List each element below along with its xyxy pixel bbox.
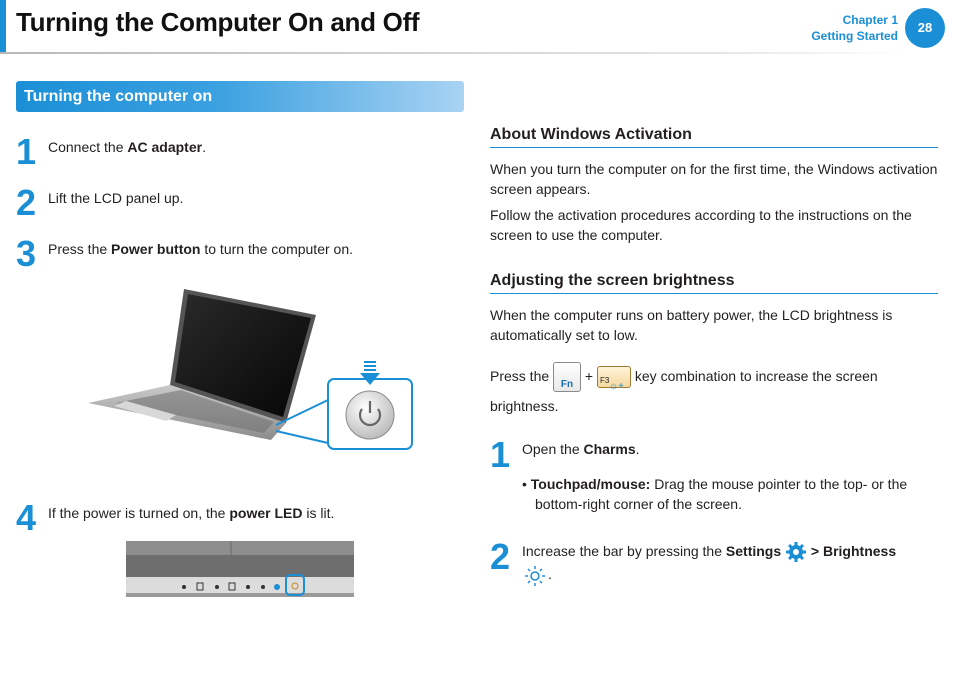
bullet-glyph: • — [522, 476, 531, 492]
status-led-icon — [126, 541, 356, 601]
chapter-name-label: Getting Started — [811, 29, 898, 43]
activation-paragraph-1: When you turn the computer on for the first time, the Windows activation screen appears. — [490, 161, 938, 197]
brightness-up-symbol: ☼+ — [609, 381, 625, 393]
press-pre-text: Press the — [490, 368, 550, 384]
step-2-pre: Lift the LCD panel up. — [48, 190, 184, 206]
fn-key-label: Fn — [560, 379, 574, 391]
chapter-number-label: Chapter 1 — [842, 13, 898, 27]
f3-key-label: F3 — [600, 376, 610, 386]
brightness-end-period: . — [548, 566, 552, 583]
brightness-step-1-post: . — [635, 441, 640, 457]
plus-sign: + — [584, 368, 594, 384]
step-number-4: 4 — [16, 497, 37, 538]
brightness-step-1-pre: Open the — [522, 441, 584, 457]
laptop-icon — [86, 285, 416, 455]
activation-paragraph-2: Follow the activation procedures according to the instructions on the screen to use the computer. — [490, 207, 912, 243]
section-title-banner: Turning the computer on — [16, 81, 464, 112]
header-accent-bar — [0, 0, 6, 52]
step-number-2: 2 — [16, 182, 37, 223]
chapter-label — [811, 12, 898, 44]
f3-brightness-key-icon — [597, 366, 631, 393]
step-4-bold: power LED — [229, 505, 303, 521]
brightness-paragraph-1: When the computer runs on battery power, the LCD brightness is automatically set to low. — [490, 307, 893, 343]
header-rule — [0, 52, 905, 54]
step-number-3: 3 — [16, 233, 37, 274]
brightness-step-2-pre: Increase the bar by pressing the — [522, 543, 726, 559]
step-number-1: 1 — [16, 131, 37, 172]
brightness-bold: > Brightness — [807, 543, 897, 559]
step-3-bold: Power button — [111, 241, 201, 257]
laptop-power-button-illustration — [86, 285, 416, 455]
settings-gear-icon — [785, 541, 807, 563]
brightness-step-text-1 — [522, 439, 932, 459]
touchpad-bullet — [522, 474, 932, 514]
brightness-heading: Adjusting the screen brightness — [490, 272, 938, 294]
step-1-post: . — [202, 139, 206, 155]
activation-heading: About Windows Activation — [490, 126, 938, 148]
step-4-post: is lit. — [302, 505, 335, 521]
brightness-key-combination — [490, 362, 938, 420]
step-4-pre: If the power is turned on, the — [48, 505, 230, 521]
step-text-1 — [48, 137, 448, 157]
power-led-illustration — [126, 541, 356, 601]
charms-bold: Charms — [583, 441, 636, 457]
step-text-4 — [48, 503, 448, 523]
touchpad-mouse-bold: Touchpad/mouse: — [530, 476, 651, 492]
brightness-sun-icon — [522, 565, 548, 587]
settings-bold: Settings — [725, 543, 782, 559]
press-post-text: key combination to increase the screen brightness. — [490, 368, 878, 415]
fn-key-icon — [553, 362, 581, 392]
step-text-3 — [48, 239, 448, 259]
page-number-badge: 28 — [905, 8, 945, 48]
step-3-pre: Press the — [48, 241, 112, 257]
step-1-pre: Connect the — [48, 139, 128, 155]
step-3-post: to turn the computer on. — [200, 241, 353, 257]
brightness-step-number-2: 2 — [490, 536, 511, 577]
brightness-step-text-2 — [522, 540, 942, 587]
page-title: Turning the Computer On and Off — [16, 7, 420, 37]
step-text-2 — [48, 188, 448, 208]
touchpad-bullet-text: Drag the mouse pointer to the top- or the bottom-right corner of the screen. — [535, 476, 908, 512]
step-1-bold: AC adapter — [127, 139, 203, 155]
brightness-step-number-1: 1 — [490, 434, 511, 475]
